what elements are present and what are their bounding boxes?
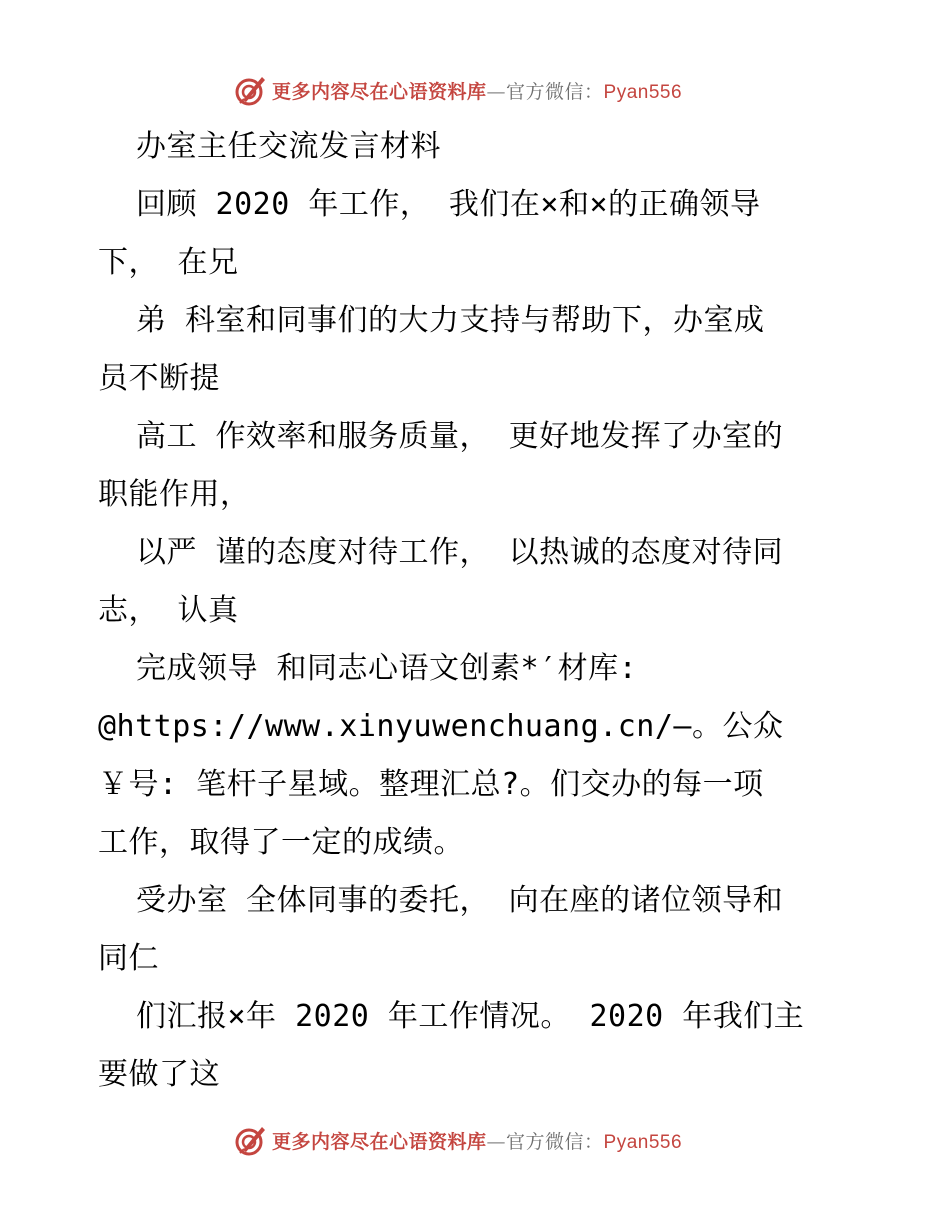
watermark-id: Pyan556 bbox=[603, 81, 683, 103]
doc-line: 受办室 全体同事的委托， 向在座的诸位领导和 bbox=[136, 883, 784, 918]
doc-title: 办室主任交流发言材料 bbox=[136, 129, 441, 164]
watermark-brand: 更多内容尽在心语资料库 bbox=[272, 80, 487, 103]
watermark-label: 官方微信： bbox=[506, 1130, 604, 1153]
doc-line: 们汇报×年 2020 年工作情况。 2020 年我们主 bbox=[136, 999, 805, 1034]
doc-line: 完成领导 和同志心语文创素*′材库: bbox=[136, 651, 638, 686]
doc-line: 回顾 2020 年工作， 我们在×和×的正确领导 bbox=[136, 187, 761, 222]
rose-quill-logo-icon bbox=[234, 73, 268, 107]
doc-line: 员不断提 bbox=[98, 361, 220, 396]
doc-line: 志， 认真 bbox=[98, 593, 239, 628]
doc-line: 弟 科室和同事们的大力支持与帮助下，办室成 bbox=[136, 303, 765, 338]
doc-line: 同仁 bbox=[98, 941, 159, 976]
doc-line: 职能作用， bbox=[98, 477, 251, 512]
doc-line: ￥号: 笔杆子星域。整理汇总?。们交办的每一项 bbox=[98, 767, 764, 802]
doc-line: 工作，取得了一定的成绩。 bbox=[98, 825, 464, 860]
doc-line: 下， 在兄 bbox=[98, 245, 239, 280]
document-body bbox=[98, 118, 878, 1104]
doc-line: 以严 谨的态度对待工作， 以热诚的态度对待同 bbox=[136, 535, 784, 570]
watermark-id: Pyan556 bbox=[603, 1131, 683, 1153]
rose-quill-logo-icon bbox=[234, 1123, 268, 1157]
watermark-text bbox=[272, 77, 682, 104]
watermark-dash: — bbox=[486, 1130, 507, 1153]
doc-line: 高工 作效率和服务质量， 更好地发挥了办室的 bbox=[136, 419, 784, 454]
watermark-label: 官方微信： bbox=[506, 80, 604, 103]
watermark-brand: 更多内容尽在心语资料库 bbox=[272, 1130, 487, 1153]
doc-link-line: @https://www.xinyuwenchuang.cn/—。公众 bbox=[98, 709, 784, 744]
watermark-text bbox=[272, 1127, 682, 1154]
doc-line: 要做了这 bbox=[98, 1057, 220, 1092]
footer-watermark bbox=[234, 1123, 714, 1157]
watermark-dash: — bbox=[486, 80, 507, 103]
header-watermark bbox=[234, 73, 714, 107]
